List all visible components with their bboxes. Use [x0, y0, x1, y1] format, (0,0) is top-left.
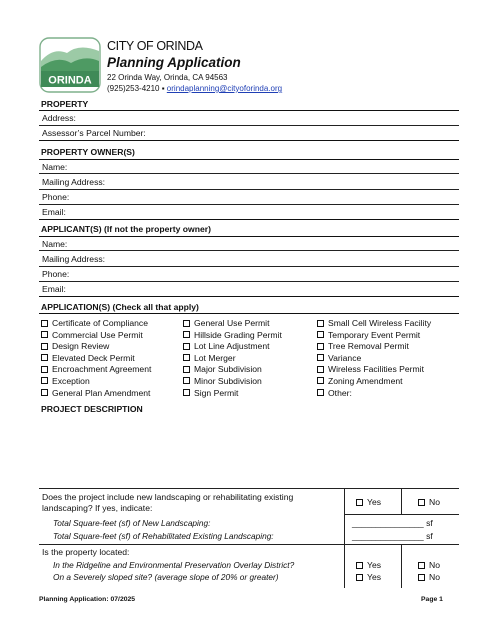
applications-column-1: [41, 318, 151, 399]
landscaping-no-option[interactable]: No: [418, 497, 440, 508]
applications-column-2: [183, 318, 282, 399]
checkbox-icon[interactable]: [356, 499, 363, 506]
checkbox-icon[interactable]: [317, 320, 324, 327]
checkbox-icon[interactable]: [41, 389, 48, 396]
rehab-landscaping-label: Total Square-feet (sf) of Rehabilitated Existing Landscaping:: [53, 531, 274, 541]
checkbox-item[interactable]: Certificate of Compliance: [41, 318, 151, 330]
parcel-number-field[interactable]: Assessor’s Parcel Number:: [39, 126, 459, 141]
checkbox-item[interactable]: Wireless Facilities Permit: [317, 364, 431, 376]
checkbox-icon[interactable]: [183, 354, 190, 361]
slope-question: On a Severely sloped site? (average slope of 20% or greater): [53, 572, 279, 582]
applicant-heading: APPLICANT(S) (If not the property owner): [41, 224, 211, 234]
page-title: Planning Application: [107, 55, 241, 70]
checkbox-icon[interactable]: [41, 354, 48, 361]
checkbox-icon[interactable]: [418, 574, 425, 581]
new-landscaping-label: Total Square-feet (sf) of New Landscaping:: [53, 518, 211, 528]
checkbox-item[interactable]: Design Review: [41, 341, 151, 353]
questions-table: [39, 488, 459, 587]
ridgeline-question: In the Ridgeline and Environmental Preservation Overlay District?: [53, 560, 295, 570]
owner-phone-field[interactable]: Phone:: [39, 190, 459, 205]
applicant-name-field[interactable]: Name:: [39, 236, 459, 251]
table-divider: [401, 545, 402, 588]
contact-line: [107, 84, 282, 93]
checkbox-icon[interactable]: [317, 366, 324, 373]
owner-name-field[interactable]: Name:: [39, 159, 459, 174]
orinda-logo: [39, 37, 101, 93]
ridgeline-no-option[interactable]: No: [418, 560, 440, 571]
checkbox-icon[interactable]: [41, 331, 48, 338]
checkbox-icon[interactable]: [183, 377, 190, 384]
owner-heading: PROPERTY OWNER(S): [41, 147, 135, 157]
checkbox-icon[interactable]: [183, 343, 190, 350]
row-divider: [344, 514, 459, 515]
checkbox-item[interactable]: Minor Subdivision: [183, 376, 282, 388]
checkbox-icon[interactable]: [41, 343, 48, 350]
office-phone: (925)253-4210: [107, 84, 160, 93]
checkbox-icon[interactable]: [317, 354, 324, 361]
checkbox-item[interactable]: Elevated Deck Permit: [41, 353, 151, 365]
checkbox-icon[interactable]: [356, 574, 363, 581]
slope-yes-option[interactable]: Yes: [356, 572, 381, 583]
applicant-phone-field[interactable]: Phone:: [39, 267, 459, 282]
rehab-landscaping-sf-field[interactable]: _______________ sf: [352, 531, 433, 541]
checkbox-icon[interactable]: [41, 320, 48, 327]
checkbox-icon[interactable]: [317, 343, 324, 350]
table-divider: [401, 489, 402, 515]
landscaping-question-cont: landscaping? If yes, indicate:: [42, 503, 153, 513]
ridgeline-yes-option[interactable]: Yes: [356, 560, 381, 571]
email-link[interactable]: orindaplanning@cityoforinda.org: [166, 84, 283, 93]
applications-column-3: [317, 318, 431, 399]
checkbox-icon[interactable]: [418, 499, 425, 506]
checkbox-item[interactable]: Sign Permit: [183, 388, 282, 400]
checkbox-icon[interactable]: [183, 320, 190, 327]
checkbox-item[interactable]: General Use Permit: [183, 318, 282, 330]
checkbox-item[interactable]: Small Cell Wireless Facility: [317, 318, 431, 330]
checkbox-item[interactable]: Other:: [317, 388, 431, 400]
checkbox-item[interactable]: Lot Merger: [183, 353, 282, 365]
checkbox-item[interactable]: General Plan Amendment: [41, 388, 151, 400]
property-heading: PROPERTY: [39, 97, 459, 111]
landscaping-question: Does the project include new landscaping or rehabilitating existing: [42, 492, 294, 502]
footer-form-version: Planning Application: 07/2025: [39, 596, 136, 603]
checkbox-icon[interactable]: [418, 562, 425, 569]
slope-no-option[interactable]: No: [418, 572, 440, 583]
checkbox-item[interactable]: Major Subdivision: [183, 364, 282, 376]
row-divider: [39, 544, 459, 545]
description-textarea[interactable]: [39, 416, 459, 488]
page-header: [39, 37, 459, 93]
checkbox-icon[interactable]: [356, 562, 363, 569]
checkbox-icon[interactable]: [317, 331, 324, 338]
description-heading: PROJECT DESCRIPTION: [41, 404, 143, 414]
address-field[interactable]: Address:: [39, 111, 459, 126]
checkbox-item[interactable]: Lot Line Adjustment: [183, 341, 282, 353]
office-address: 22 Orinda Way, Orinda, CA 94563: [107, 73, 228, 82]
owner-mailing-field[interactable]: Mailing Address:: [39, 175, 459, 190]
applicant-email-field[interactable]: Email:: [39, 282, 459, 297]
checkbox-icon[interactable]: [183, 389, 190, 396]
checkbox-item[interactable]: Encroachment Agreement: [41, 364, 151, 376]
checkbox-item[interactable]: Hillside Grading Permit: [183, 330, 282, 342]
logo-text: ORINDA: [48, 74, 92, 87]
checkbox-icon[interactable]: [41, 377, 48, 384]
footer-page-number: Page 1: [421, 596, 443, 603]
checkbox-item[interactable]: Variance: [317, 353, 431, 365]
checkbox-item[interactable]: Commercial Use Permit: [41, 330, 151, 342]
checkbox-icon[interactable]: [317, 389, 324, 396]
checkbox-item[interactable]: Tree Removal Permit: [317, 341, 431, 353]
checkbox-item[interactable]: Temporary Event Permit: [317, 330, 431, 342]
table-divider: [344, 489, 345, 588]
landscaping-yes-option[interactable]: Yes: [356, 497, 381, 508]
checkbox-icon[interactable]: [183, 366, 190, 373]
checkbox-icon[interactable]: [183, 331, 190, 338]
checkbox-icon[interactable]: [41, 366, 48, 373]
applicant-mailing-field[interactable]: Mailing Address:: [39, 252, 459, 267]
owner-email-field[interactable]: Email:: [39, 205, 459, 220]
separator-bullet: ▪: [161, 84, 165, 93]
checkbox-icon[interactable]: [317, 377, 324, 384]
new-landscaping-sf-field[interactable]: _______________ sf: [352, 518, 433, 528]
checkbox-item[interactable]: Exception: [41, 376, 151, 388]
checkbox-item[interactable]: Zoning Amendment: [317, 376, 431, 388]
city-name: CITY OF ORINDA: [107, 39, 203, 53]
applications-heading: APPLICATION(S) (Check all that apply): [39, 300, 459, 314]
location-question: Is the property located:: [42, 547, 130, 557]
